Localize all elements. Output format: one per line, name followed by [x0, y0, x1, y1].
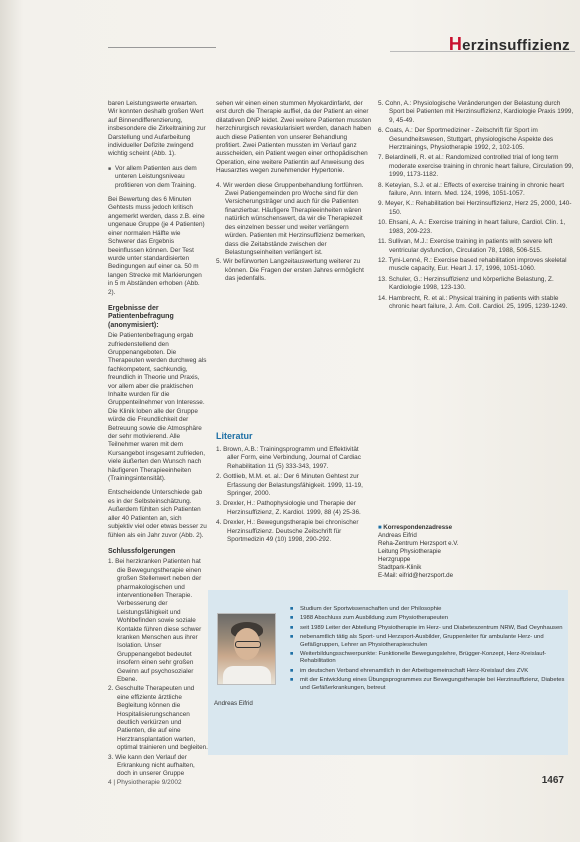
paragraph: Bei Bewertung des 6 Minuten Gehtests muss jedoch kritisch angemerkt werden, dass z.B. eine ungenaue Gruppe (je 4 Patienten) einer normalen Hälfte wie Schwerer das Ergebnis beeinflussen können. Der Test wurde unter standardisierten Bedingungen auf einer ca. 50 m langen Strecke mit Markierungen in 5 m Abständen erhoben (Abb. 2).: [108, 196, 205, 296]
bio-item: ■ seit 1989 Leiter der Abteilung Physiotherapie im Herz- und Diabeteszentrum NRW, Bad Oeynhausen: [290, 625, 570, 632]
section-title: Herzinsuffizienz: [448, 34, 570, 54]
address-line: Leitung Physiotherapie: [378, 548, 441, 555]
bio-item: ■ Studium der Sportwissenschaften und der Philosophie: [290, 606, 570, 613]
photo-caption: Andreas Eifrid: [214, 700, 253, 707]
column-1: [108, 100, 208, 780]
reference-item: 9. Meyer, K.: Rehabilitation bei Herzinsuffizienz, Herz 25, 2000, 140-150.: [378, 200, 572, 216]
paragraph: Entscheidende Unterschiede gab es in der Selbsteinschätzung. Außerdem fühlten sich Patienten aller 40 Patienten an, sich subjektiv viel oder etwas besser zu fühlen als ein Jahr zuvor (Abb. 2).: [108, 489, 207, 539]
paragraph: sehen wir einen einen stummen Myokardinfarkt, der erst durch die Therapie auffiel, da der Patient an einer dilatativen DNP leidet. Zwei weitere Patienten mussten herzchirurgisch revaskularisiert werden, danach haben auch diese Patienten von unserer Behandlung profitiert. Zwei Patienten mussten im Verlauf ganz ausscheiden, ein Patient wegen einer orthopädischen Operation, eine weitere Patientin auf Anweisung des Hausarztes wegen zunehmender Hypertonie.: [216, 100, 372, 175]
reference-item: 14. Hambrecht, R. et al.: Physical training in patients with stable chronic heart failure, J. Am. Coll. Cardiol. 25, 1995, 1239-1249.: [378, 294, 568, 310]
list-item: 4. Wir werden diese Gruppenbehandlung fortführen. Zwei Patiengemeinden pro Woche sind für den Versicherungsträger und auch für die Patienten finanzierbar. Häufigere Therapieeinheiten wären natürlich wünschenswert, da wir die Therapiezeit des einzelnen besser und weiter verlängern würden. Patienten mit Herzinsuffizienz bemerken, dass die Zeitabstände zwischen der Belastungseinheiten verlängert ist.: [216, 181, 366, 256]
reference-item: 1. Brown, A.B.: Trainingsprogramm und Effektivität aller Form, eine Verbindung, Journal of Cardiac Rehabilitation 11 (5) 333-343, 1997.: [216, 446, 361, 470]
list-item: 2. Geschulte Therapeuten und eine effiziente ärztliche Begleitung können die Hospitalisierungschancen deutlich verkürzen und Patienten, die auf eine Herztransplantation warten, optimal trainieren und begleiten.: [108, 685, 208, 752]
reference-item: 4. Drexler, H.: Bewegungstherapie bei chronischer Herzinsuffizienz. Deutsche Zeitschrift für Sportmedizin 49 (10) 1998, 290-292.: [216, 519, 359, 544]
numbered-list: [216, 182, 372, 284]
bio-item: ■ im deutschen Verband ehrenamtlich in der Arbeitsgemeinschaft Herz-Kreislauf des ZVK: [290, 668, 570, 675]
reference-item: 3. Drexler, H.: Pathophysiologie und Therapie der Herzinsuffizienz, Z. Kardiol. 1999, 88 (4) 25-36.: [216, 500, 361, 516]
correspondence-block: [378, 524, 568, 580]
reference-item: 2. Gottlieb, M.M. et. al.: Der 6 Minuten Gehtest zur Erfassung der Belastungsfähigkeit. 1999, 11-19, Springer, 2000.: [216, 473, 363, 498]
column-2: [216, 100, 372, 285]
bullet-list: [108, 165, 208, 190]
reference-item: 7. Belardinelli, R. et al.: Randomized controlled trial of long term moderate exercise training in chronic heart failure, Circulation 99, 1999, 1173-1182.: [378, 154, 574, 179]
square-bullet-icon: ■: [378, 525, 384, 531]
bio-item: ■ 1988 Abschluss zum Ausbildung zum Physiotherapeuten: [290, 615, 570, 622]
address-line: Herzgruppe: [378, 556, 411, 563]
list-item: 3. Wie kann den Verlauf der Erkrankung nicht aufhalten, doch in unserer Gruppe: [108, 753, 195, 778]
address-line: Reha-Zentrum Herzsport e.V.: [378, 540, 459, 547]
paragraph: Die Patientenbefragung ergab zufriedenstellend den Gruppenangeboten. Die Therapeuten werden durchweg als fachkompetent, sachkundig, freundlich in Theorie und Praxis, vor allem aber die praktischen Inhalte wurden für die Gruppenteilnehmer von Interesse. Die Klinik loben alle der Gruppe würde die Freundlichkeit der Betreuung sowie die Atmosphäre der sehr motivierend. Alle Teilnehmer waren mit dem Kursangebot insgesamt zufrieden, viele äußerten den Wunsch nach häufigeren Therapieeinheiten (Trainingsintensität).: [108, 332, 207, 483]
list-item: 1. Bei herzkranken Patienten hat die Bewegungstherapie einen großen Stellenwert neben der pharmakologischen und interventionellen Therapie. Verbesserung der Leistungsfähigkeit und Wohlbefinden sowie soziale Kontakte führen diese schwer kranken Menschen aus ihrer Isolation. Unser Gruppenangebot bedeutet insofern einen sehr großen Gewinn auf psychosozialer Ebene.: [108, 558, 202, 683]
address-line: Stadtpark-Klinik: [378, 564, 422, 571]
literature-heading: Literatur: [216, 431, 253, 441]
bullet-item: ■ Vor allem Patienten aus dem unteren Leistungsniveau profitieren von dem Training.: [108, 165, 208, 190]
bio-list: [290, 606, 570, 694]
reference-item: 5. Cohn, A.: Physiologische Veränderungen der Belastung durch Sport bei Patienten mit Herzinsuffizienz, Kardiologie Praxis 1999, 9, 45-49.: [378, 100, 574, 124]
page-number: 1467: [541, 775, 564, 786]
author-photo: [217, 613, 276, 685]
bio-item: ■ nebenamtlich tätig als Sport- und Herzsport-Ausbilder, Gruppenleiter für ambulante Herz- und Gefäßgruppen, Lehrer an Physiotherapieschulen: [290, 634, 570, 649]
address-line: Andreas Eifrid: [378, 532, 417, 539]
subheading-schlussfolgerungen: Schlussfolgerungen: [108, 547, 176, 555]
correspondence-heading: ■ Korrespondenzadresse: [378, 524, 453, 531]
header-rule: [108, 47, 216, 48]
bio-item: ■ mit der Entwicklung eines Übungsprogrammes zur Bewegungstherapie bei Herzinsuffizienz, Diabetes und Gefäßerkrankungen, betreut: [290, 677, 570, 692]
reference-item: 8. Keteyian, S.J. et al.: Effects of exercise training in chronic heart failure, Ann. Intern. Med. 124, 1996, 1051-1057.: [378, 181, 565, 198]
reference-item: 10. Ehsani, A. A.: Exercise training in heart failure, Cardiol. Clin. 1, 1983, 209-223.: [378, 219, 566, 235]
email-line: E-Mail: eifrid@herzsport.de: [378, 572, 454, 579]
reference-item: 13. Schuler, G.: Herzinsuffizienz und körperliche Belastung, Z. Kardiologie 1998, 123-130.: [378, 275, 554, 292]
journal-footer: 4 | Physiotherapie 9/2002: [108, 779, 182, 786]
reference-item: 12. Tyni-Lenné, R.: Exercise based rehabilitation improves skeletal muscle capacity, Eur. Heart J. 17, 1996, 1051-1060.: [378, 256, 567, 273]
column-3-references: [378, 100, 574, 313]
reference-item: 11. Sullivan, M.J.: Exercise training in patients with severe left ventricular dysfunction, Circulation 78, 1988, 506-515.: [378, 238, 553, 254]
numbered-list: [108, 558, 208, 779]
list-item: 5. Wir befürworten Langzeitauswertung weiterer zu können. Die Fragen der ersten Jahres ermöglicht das jedenfalls.: [216, 258, 364, 283]
paragraph: baren Leistungswerte erwarten. Wir konnten deshalb großen Wert auf Binnendifferenzierung, insbesondere die Zirkeltraining zur Darstellung und Aufarbeitung individueller Defizite zwingend wichtig scheint (Abb. 1).: [108, 100, 206, 158]
bio-item: ■ Weiterbildungsschwerpunkte: Funktionelle Bewegungslehre, Brügger-Konzept, Herz-Kreislauf-Rehabilitation: [290, 651, 570, 666]
literature-list: [216, 446, 372, 546]
subheading-ergebnisse: Ergebnisse der Patientenbefragung (anonymisiert):: [108, 304, 174, 329]
reference-item: 6. Coats, A.: Der Sportmediziner - Zeitschrift für Sport im Gesundheitswesen, Stuttgart, physiologische Aspekte des Herztrainings, Physiotherapie 1992, 2, 102-105.: [378, 127, 554, 152]
